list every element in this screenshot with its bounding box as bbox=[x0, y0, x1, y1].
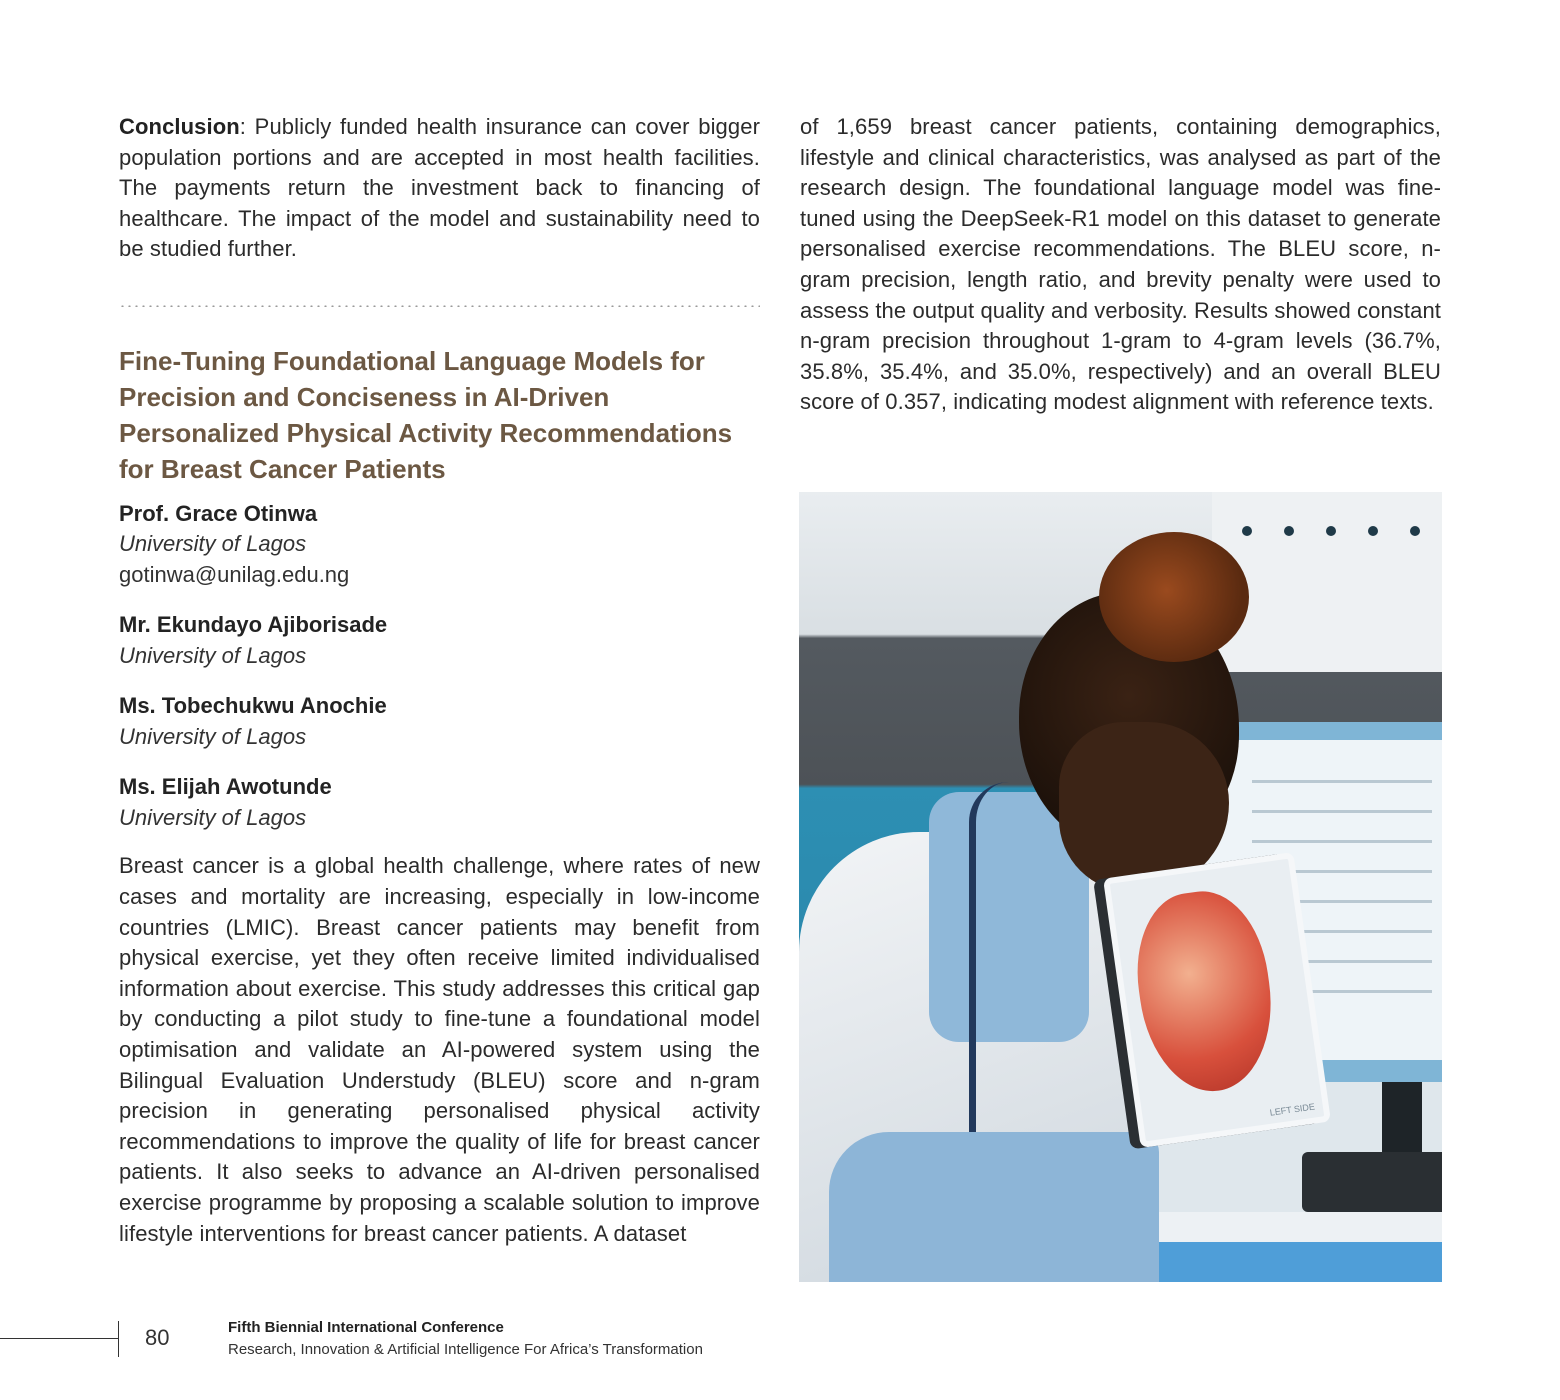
author-affiliation: University of Lagos bbox=[119, 531, 307, 557]
right-column bbox=[800, 112, 1441, 418]
shelf-dot bbox=[1284, 526, 1294, 536]
author-entry bbox=[119, 499, 760, 591]
conference-title: Fifth Biennial International Conference bbox=[228, 1319, 504, 1336]
author-list bbox=[119, 499, 760, 834]
left-column bbox=[119, 112, 760, 1249]
shelf-dot bbox=[1368, 526, 1378, 536]
author-name: Prof. Grace Otinwa bbox=[119, 500, 318, 526]
shelf-dot bbox=[1242, 526, 1252, 536]
shelf-dot bbox=[1326, 526, 1336, 536]
keyboard bbox=[1302, 1152, 1442, 1212]
page-number: 80 bbox=[145, 1325, 170, 1350]
author-name: Mr. Ekundayo Ajiborisade bbox=[119, 612, 388, 638]
footer-rule bbox=[0, 1338, 118, 1339]
heart-illustration bbox=[1126, 884, 1283, 1100]
conclusion-text: : Publicly funded health insurance can cover bigger population portions and are accepted in most health facilities. The payments return the investment back to financing of healthcare. The impact of the model and sustainability need to be studied further. bbox=[119, 114, 760, 262]
conference-subtitle: Research, Innovation & Artificial Intelligence For Africa’s Transformation bbox=[228, 1341, 703, 1358]
author-affiliation: University of Lagos bbox=[119, 804, 307, 830]
author-entry bbox=[119, 691, 760, 752]
author-affiliation: University of Lagos bbox=[119, 723, 307, 749]
abstract-paragraph-part1: Breast cancer is a global health challenge, where rates of new cases and mortality are increasing, especially in low-income countries (LMIC). Breast cancer patients may benefit from physical exercise, yet they often receive limited individualised information about exercise. This study addresses this critical gap by conducting a pilot study to fine-tune a foundational model optimisation and validate an AI-powered system using the Bilingual Evaluation Understudy (BLEU) score and n-gram precision in generating personalised physical activity recommendations to improve the quality of life for breast cancer patients. It also seeks to advance an AI-driven personalised exercise programme by proposing a scalable solution to improve lifestyle interventions for breast cancer patients. A dataset bbox=[119, 853, 760, 1246]
footer-tick bbox=[118, 1321, 119, 1357]
article-title: Fine-Tuning Foundational Language Models for Precision and Conciseness in AI-Driven Personalized Physical Activity Recommendations for Breast Cancer Patients bbox=[119, 345, 733, 484]
author-entry bbox=[119, 772, 760, 833]
author-email[interactable]: gotinwa@unilag.edu.ng bbox=[119, 561, 350, 587]
author-affiliation: University of Lagos bbox=[119, 642, 307, 668]
dotted-divider bbox=[119, 305, 760, 307]
tablet-caption: LEFT SIDE bbox=[1269, 1101, 1316, 1118]
hair-bun bbox=[1099, 532, 1249, 662]
doctor-with-tablet-photo bbox=[799, 492, 1442, 1282]
tablet bbox=[1103, 852, 1331, 1148]
abstract-paragraph-part2: of 1,659 breast cancer patients, containing demographics, lifestyle and clinical characteristics, was analysed as part of the research design. The foundational language model was fine-tuned using the DeepSeek-R1 model on this dataset to generate personalised exercise recommendations. The BLEU score, n-gram precision, length ratio, and brevity penalty were used to assess the output quality and verbosity. Results showed constant n-gram precision throughout 1-gram to 4-gram levels (36.7%, 35.8%, 35.4%, and 35.0%, respectively) and an overall BLEU score of 0.357, indicating modest alignment with reference texts. bbox=[800, 114, 1441, 415]
author-name: Ms. Tobechukwu Anochie bbox=[119, 693, 387, 719]
shelf-dot bbox=[1410, 526, 1420, 536]
conclusion-paragraph bbox=[119, 112, 760, 265]
sleeve bbox=[829, 1132, 1159, 1282]
author-name: Ms. Elijah Awotunde bbox=[119, 774, 332, 800]
conclusion-label: Conclusion bbox=[119, 114, 240, 139]
author-entry bbox=[119, 610, 760, 671]
